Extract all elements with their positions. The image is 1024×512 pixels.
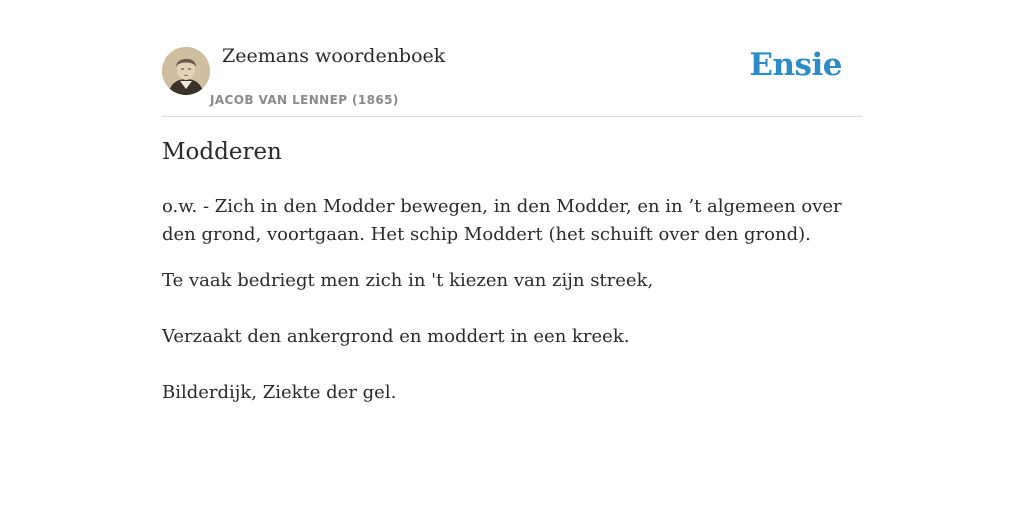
entry-term: Modderen: [162, 139, 282, 165]
dictionary-header: [162, 0, 862, 117]
author-portrait-icon[interactable]: [162, 47, 210, 95]
book-author[interactable]: JACOB VAN LENNEP (1865): [210, 93, 399, 107]
book-title[interactable]: Zeemans woordenboek: [222, 45, 446, 67]
quote-line-2: Verzaakt den ankergrond en moddert in een kreek.: [162, 326, 630, 347]
ensie-logo[interactable]: Ensie: [749, 47, 842, 83]
quote-line-1: Te vaak bedriegt men zich in 't kiezen van zijn streek,: [162, 270, 654, 291]
entry-definition: o.w. - Zich in den Modder bewegen, in den Modder, en in ’t algemeen over den grond, voortgaan. Het schip Moddert (het schuift over den grond).: [162, 196, 842, 245]
entry-card: [162, 0, 862, 512]
quote-attribution: Bilderdijk, Ziekte der gel.: [162, 382, 397, 403]
